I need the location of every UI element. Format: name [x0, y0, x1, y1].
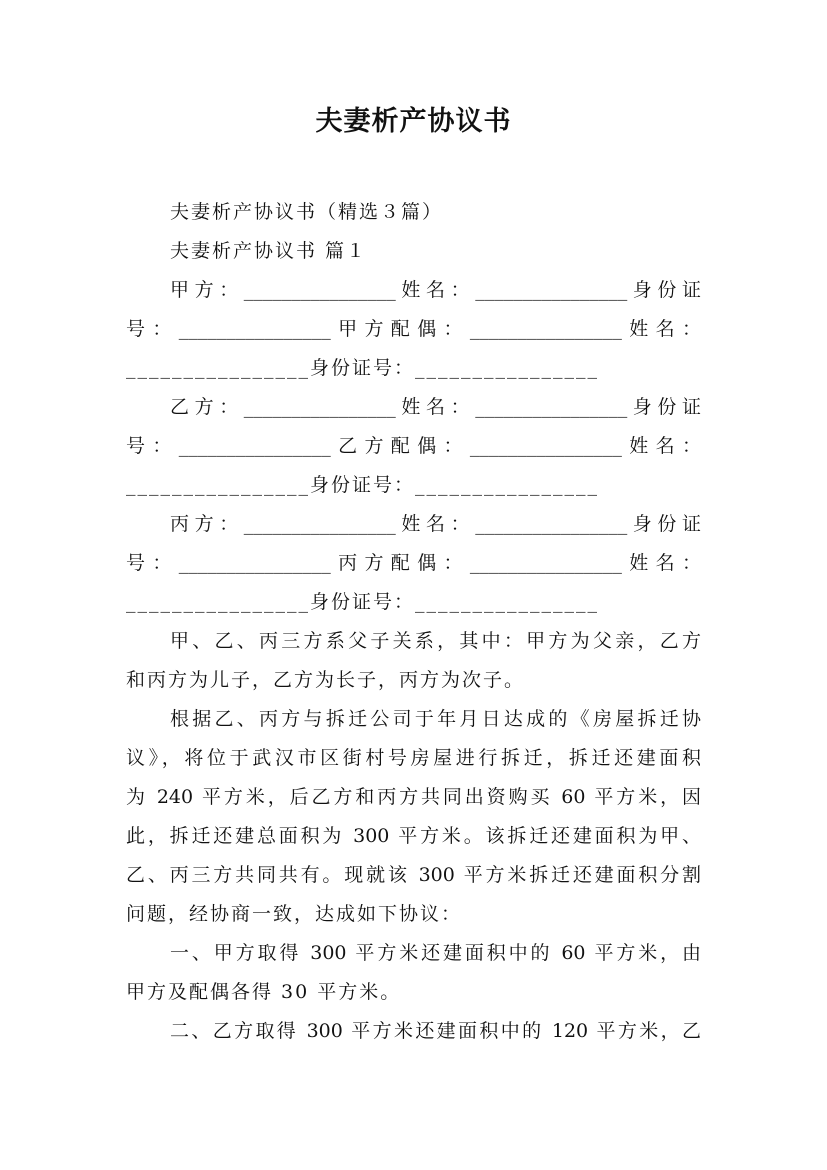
paragraph-line: 甲、乙、丙三方系父子关系，其中：甲方为父亲，乙方: [170, 630, 701, 652]
paragraph-line: 问题，经协商一致，达成如下协议：: [126, 903, 463, 925]
paragraph-line: 乙、丙三方共同共有。现就该 300 平方米拆迁还建面积分割: [126, 864, 701, 886]
paragraph-line: 此，拆迁还建总面积为 300 平方米。该拆迁还建面积为甲、: [126, 825, 701, 847]
paragraph-line: 乙方：________________姓名：________________身份证: [170, 396, 701, 418]
paragraph-line: 和丙方为儿子，乙方为长子，丙方为次子。: [126, 669, 526, 691]
paragraph-line: 号：________________甲方配偶：________________姓名：: [126, 318, 701, 340]
paragraph-line: 一、甲方取得 300 平方米还建面积中的 60 平方米，由: [170, 942, 701, 964]
paragraph-line: 根据乙、丙方与拆迁公司于年月日达成的《房屋拆迁协: [170, 708, 701, 730]
paragraph-line: 二、乙方取得 300 平方米还建面积中的 120 平方米，乙: [170, 1020, 701, 1042]
paragraph-line: ________________身份证号：________________: [126, 357, 600, 379]
paragraph-line: 夫妻析产协议书（精选３篇）: [170, 201, 444, 223]
paragraph-line: 为 240 平方米，后乙方和丙方共同出资购买 60 平方米，因: [126, 786, 701, 808]
paragraph-line: 甲方：________________姓名：________________身份证: [170, 279, 701, 301]
paragraph-line: 丙方：________________姓名：________________身份证: [170, 513, 701, 535]
paragraph-line: ________________身份证号：________________: [126, 474, 600, 496]
paragraph-line: 夫妻析产协议书 篇１: [170, 240, 368, 262]
paragraph-line: 甲方及配偶各得 30 平方米。: [126, 981, 402, 1003]
paragraph-line: 号：________________丙方配偶：________________姓名：: [126, 552, 701, 574]
paragraph-line: 号：________________乙方配偶：________________姓名：: [126, 435, 701, 457]
paragraph-line: ________________身份证号：________________: [126, 591, 600, 613]
document-title: 夫妻析产协议书: [315, 106, 512, 137]
paragraph-line: 议》，将位于武汉市区街村号房屋进行拆迁，拆迁还建面积: [126, 747, 701, 769]
